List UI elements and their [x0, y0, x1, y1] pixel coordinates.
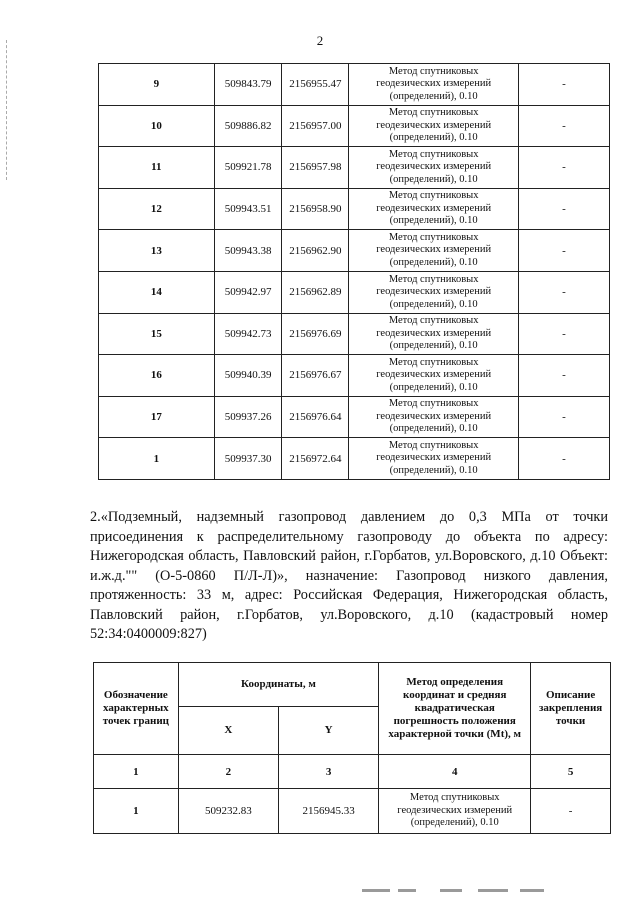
coordinate-y: 2156957.00: [282, 105, 349, 147]
coordinates-table-new: [93, 662, 611, 834]
coordinate-x: 509942.97: [214, 271, 282, 313]
method-line: (определений), 0.10: [389, 90, 478, 102]
point-description: -: [519, 355, 610, 397]
table-row: [99, 64, 610, 106]
header-description-line: точки: [555, 715, 586, 727]
point-description: -: [519, 105, 610, 147]
point-number: 12: [99, 188, 215, 230]
method-cell: [349, 438, 519, 480]
coordinate-y: 2156962.90: [282, 230, 349, 272]
method-cell: [349, 355, 519, 397]
method-line: (определений), 0.10: [389, 464, 478, 476]
point-number: 11: [99, 147, 215, 189]
point-number: 15: [99, 313, 215, 355]
coordinate-y: 2156972.64: [282, 438, 349, 480]
header-designation-line: точек границ: [102, 715, 169, 727]
coordinate-y: 2156976.67: [282, 355, 349, 397]
table-row: [99, 188, 610, 230]
point-description: -: [519, 313, 610, 355]
header-method-line: координат и средняя: [403, 689, 507, 701]
header-designation-line: характерных: [103, 702, 169, 714]
coordinate-x: 509921.78: [214, 147, 282, 189]
coordinate-x: 509943.51: [214, 188, 282, 230]
method-cell: [349, 188, 519, 230]
coordinate-x: 509232.83: [178, 789, 278, 834]
method-cell: [349, 64, 519, 106]
coordinate-y: 2156958.90: [282, 188, 349, 230]
point-description: -: [519, 271, 610, 313]
header-description-line: закрепления: [538, 702, 603, 714]
scan-artifact: [362, 889, 390, 892]
method-line: геодезических измерений: [376, 78, 492, 90]
header-designation: [94, 663, 179, 755]
table-row: [99, 147, 610, 189]
coordinate-y: 2156945.33: [278, 789, 378, 834]
page-number: 2: [316, 33, 324, 48]
coordinate-x: 509843.79: [214, 64, 282, 106]
table-row: [99, 313, 610, 355]
point-number: 13: [99, 230, 215, 272]
method-line: геодезических измерений: [376, 327, 492, 339]
point-description: -: [519, 396, 610, 438]
method-line: геодезических измерений: [376, 244, 492, 256]
method-line: Метод спутниковых: [388, 315, 479, 327]
point-description: -: [531, 789, 611, 834]
method-line: (определений), 0.10: [389, 340, 478, 352]
point-number: 1: [99, 438, 215, 480]
header-method-line: характерной точки (Mt), м: [388, 728, 522, 740]
method-line: (определений), 0.10: [389, 423, 478, 435]
point-description: -: [519, 64, 610, 106]
column-number: 4: [379, 755, 531, 789]
scan-artifact: [478, 889, 508, 892]
method-line: (определений), 0.10: [410, 817, 499, 829]
scan-artifact: [520, 889, 544, 892]
coordinate-x: 509943.38: [214, 230, 282, 272]
coordinates-table-new-body: [94, 789, 611, 834]
table-row: [99, 396, 610, 438]
method-line: Метод спутниковых: [388, 190, 479, 202]
method-line: (определений), 0.10: [389, 381, 478, 393]
table-row: [99, 355, 610, 397]
table-row: [99, 271, 610, 313]
method-cell: [349, 313, 519, 355]
column-number-row: [94, 755, 611, 789]
point-number: 10: [99, 105, 215, 147]
method-cell: [349, 230, 519, 272]
object-description-paragraph: 2.«Подземный, надземный газопровод давлением до 0,3 МПа от точки присоединения к распределительному газопроводу до объекта по адресу: Нижегородская область, Павловский район, г.Горбатов, ул.Воровского, д.10 Объект: и.ж.д."" (О-5-0860 П/Л-Л)», назначение: Газопровод низкого давления, протяженность: 33 м, адрес: Российская Федерация, Нижегородская область, Павловский район, г.Горбатов, ул.Воровского, д.10 (кадастровый номер 52:34:0400009:827): [90, 509, 608, 642]
column-number: 2: [178, 755, 278, 789]
method-line: геодезических измерений: [376, 452, 492, 464]
coordinates-table-body: [99, 64, 610, 480]
method-line: Метод спутниковых: [388, 148, 479, 160]
coordinate-y: 2156976.69: [282, 313, 349, 355]
method-line: геодезических измерений: [376, 410, 492, 422]
header-method-line: квадратическая: [414, 702, 495, 714]
margin-mark: [6, 40, 8, 180]
method-line: Метод спутниковых: [388, 65, 479, 77]
header-row-top: [94, 663, 611, 707]
column-number: 3: [278, 755, 378, 789]
point-number: 1: [94, 789, 179, 834]
method-line: Метод спутниковых: [388, 231, 479, 243]
method-line: (определений), 0.10: [389, 132, 478, 144]
method-line: Метод спутниковых: [388, 107, 479, 119]
point-number: 9: [99, 64, 215, 106]
header-method: [379, 663, 531, 755]
coordinate-y: 2156962.89: [282, 271, 349, 313]
coordinates-table-continued: [98, 63, 610, 480]
column-number: 1: [94, 755, 179, 789]
header-x: X: [178, 707, 278, 755]
point-description: -: [519, 438, 610, 480]
method-line: Метод спутниковых: [388, 439, 479, 451]
method-cell: [349, 271, 519, 313]
point-number: 16: [99, 355, 215, 397]
header-designation-line: Обозначение: [103, 689, 168, 701]
method-line: (определений), 0.10: [389, 215, 478, 227]
coordinate-y: 2156976.64: [282, 396, 349, 438]
method-line: (определений), 0.10: [389, 173, 478, 185]
point-number: 14: [99, 271, 215, 313]
header-description-line: Описание: [545, 689, 596, 701]
method-line: Метод спутниковых: [388, 398, 479, 410]
method-line: (определений), 0.10: [389, 298, 478, 310]
header-method-line: Метод определения: [406, 676, 504, 688]
scan-artifact: [398, 889, 416, 892]
method-line: Метод спутниковых: [388, 356, 479, 368]
point-description: -: [519, 230, 610, 272]
method-line: геодезических измерений: [376, 286, 492, 298]
method-cell: [349, 396, 519, 438]
coordinate-x: 509937.26: [214, 396, 282, 438]
table-row: [94, 789, 611, 834]
coordinate-y: 2156957.98: [282, 147, 349, 189]
method-line: геодезических измерений: [376, 119, 492, 131]
coordinate-y: 2156955.47: [282, 64, 349, 106]
method-cell: [349, 147, 519, 189]
coordinate-x: 509937.30: [214, 438, 282, 480]
coordinate-x: 509940.39: [214, 355, 282, 397]
method-line: Метод спутниковых: [409, 792, 500, 804]
header-coordinates: Координаты, м: [178, 663, 379, 707]
column-number: 5: [531, 755, 611, 789]
coordinate-x: 509942.73: [214, 313, 282, 355]
method-cell: [349, 105, 519, 147]
method-line: геодезических измерений: [376, 369, 492, 381]
method-line: геодезических измерений: [397, 804, 513, 816]
table-row: [99, 230, 610, 272]
header-y: Y: [278, 707, 378, 755]
method-line: Метод спутниковых: [388, 273, 479, 285]
point-number: 17: [99, 396, 215, 438]
table-row: [99, 438, 610, 480]
method-line: (определений), 0.10: [389, 256, 478, 268]
method-cell: [379, 789, 531, 834]
table-row: [99, 105, 610, 147]
method-line: геодезических измерений: [376, 202, 492, 214]
point-description: -: [519, 147, 610, 189]
header-method-line: погрешность положения: [393, 715, 516, 727]
header-description: [531, 663, 611, 755]
method-line: геодезических измерений: [376, 161, 492, 173]
coordinate-x: 509886.82: [214, 105, 282, 147]
scan-artifact: [440, 889, 462, 892]
coordinates-table-header: [94, 663, 611, 789]
point-description: -: [519, 188, 610, 230]
